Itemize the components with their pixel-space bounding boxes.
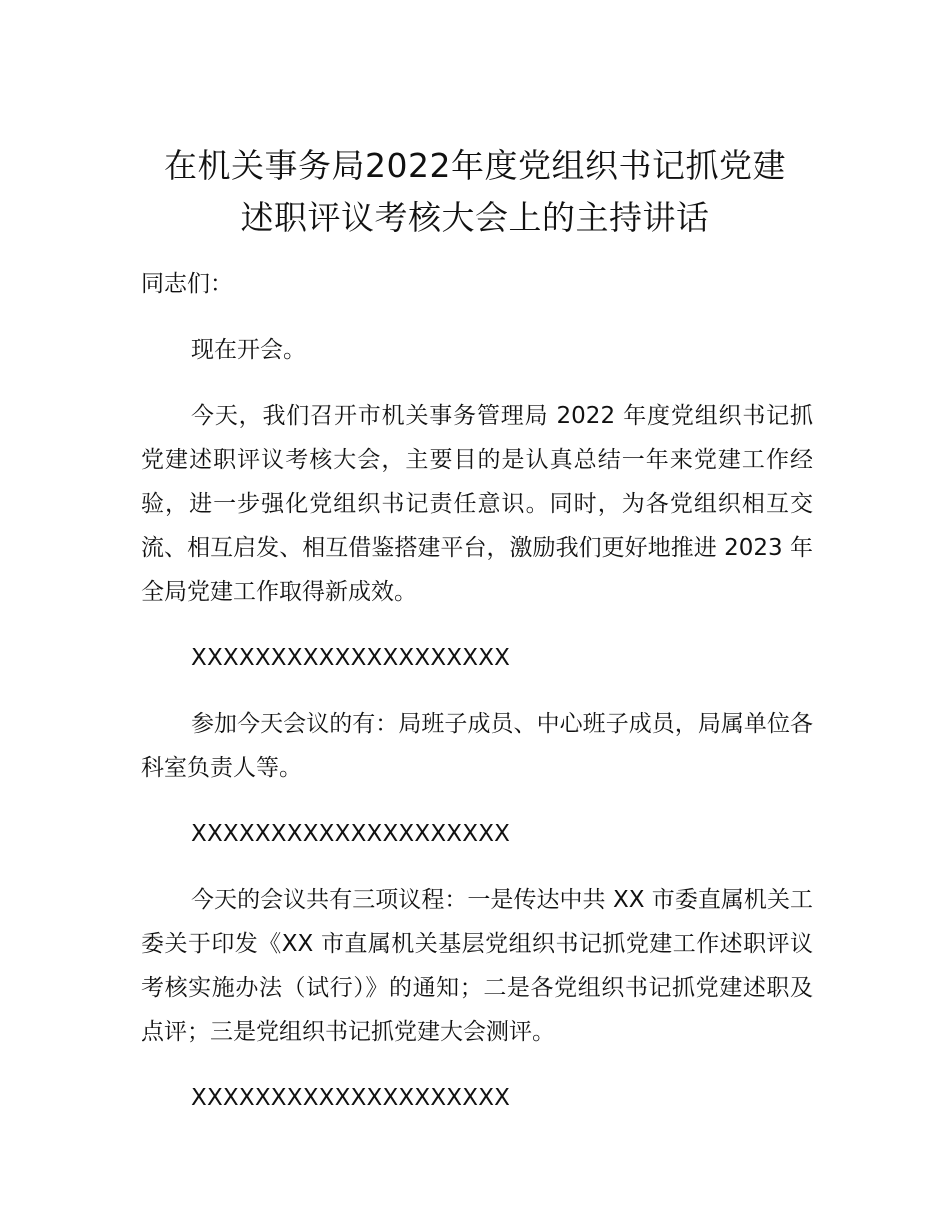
- title-line-1: 在机关事务局2022年度党组织书记抓党建: [164, 146, 786, 185]
- placeholder-line: XXXXXXXXXXXXXXXXXXXX: [191, 1085, 511, 1111]
- paragraph-purpose: 今天，我们召开市机关事务管理局 2022 年度党组织书记抓党建述职评议考核大会，主要目的是认真总结一年来党建工作经验，进一步强化党组织书记责任意识。同时，为各党组织相互交流、相互启发、相互借鉴搭建平台，激励我们更好地推进 2023 年全局党建工作取得新成效。: [141, 403, 813, 605]
- placeholder-line: XXXXXXXXXXXXXXXXXXXX: [191, 645, 511, 671]
- paragraph-attendees: 参加今天会议的有：局班子成员、中心班子成员，局属单位各科室负责人等。: [141, 711, 813, 781]
- placeholder-line: XXXXXXXXXXXXXXXXXXXX: [191, 821, 511, 847]
- salutation: 同志们：: [141, 271, 233, 297]
- title-line-2: 述职评议考核大会上的主持讲话: [240, 198, 710, 237]
- document-title: [100, 140, 850, 244]
- paragraph-opening: 现在开会。: [191, 337, 306, 363]
- paragraph-agenda: 今天的会议共有三项议程：一是传达中共 XX 市委直属机关工委关于印发《XX 市直属机关基层党组织书记抓党建工作述职评议考核实施办法（试行）》的通知；二是各党组织书记抓党建述职及点评；三是党组织书记抓党建大会测评。: [141, 887, 813, 1045]
- document-body: [141, 262, 813, 1142]
